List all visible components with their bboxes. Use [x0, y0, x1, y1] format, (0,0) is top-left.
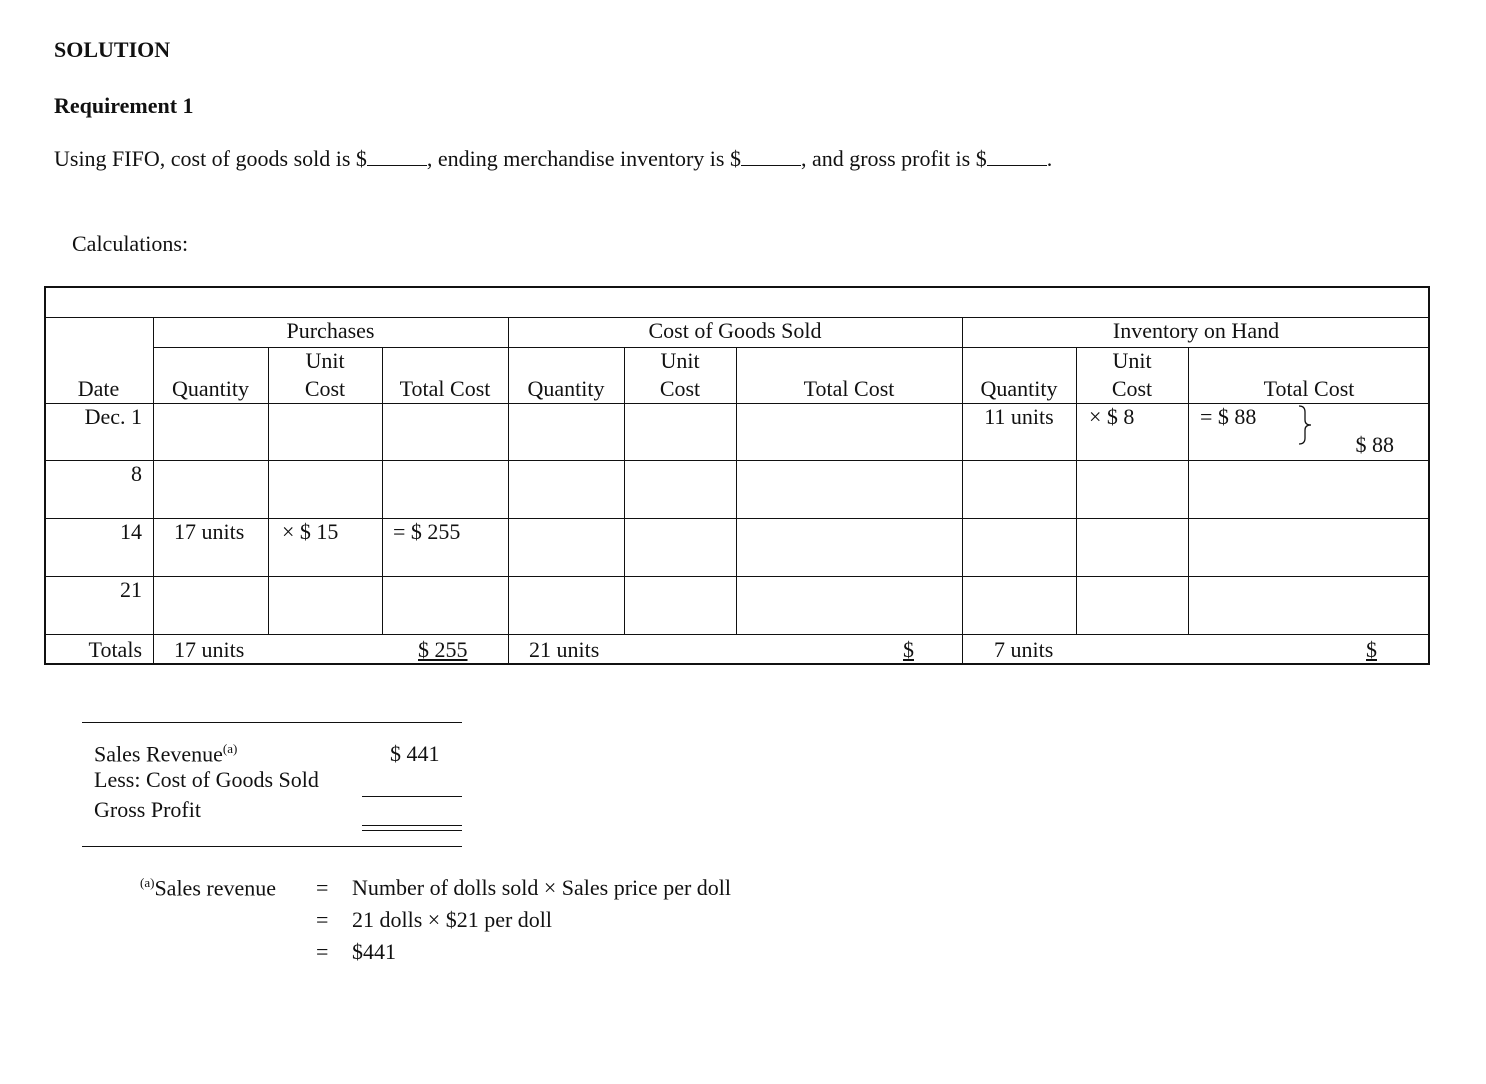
dec1-inv-sum: $ 88	[1355, 432, 1394, 457]
sales-footnote-marker: (a)	[222, 741, 238, 756]
table-rule	[44, 576, 1430, 577]
footnote-eq-3: =	[316, 939, 329, 964]
dec1-inv-qty: 11 units	[984, 404, 1054, 429]
dec1-inv-unit: × $ 8	[1089, 404, 1135, 429]
footnote-line-2: 21 dolls × $21 per doll	[352, 907, 553, 932]
table-rule	[44, 634, 1430, 635]
cogs-header: Cost of Goods Sold	[648, 318, 822, 343]
sales-revenue-label	[94, 741, 237, 767]
calculations-label: Calculations:	[72, 231, 189, 256]
table-rule	[44, 460, 1430, 461]
totals-pur-total: $ 255	[418, 637, 468, 662]
col-pur-quantity: Quantity	[172, 376, 249, 401]
fifo-text-1: Using FIFO, cost of goods sold is $	[54, 146, 367, 171]
totals-cogs-qty: 21 units	[529, 637, 600, 662]
less-cogs-label: Less: Cost of Goods Sold	[94, 767, 319, 792]
col-inv-quantity: Quantity	[980, 376, 1058, 401]
footnote-marker: (a)	[140, 875, 155, 890]
col-cogs-quantity: Quantity	[527, 376, 605, 401]
footnote-label	[140, 875, 276, 901]
footnote-eq-2: =	[316, 907, 329, 932]
cogs-blank-rule[interactable]	[362, 796, 462, 797]
inventory-header: Inventory on Hand	[1112, 318, 1280, 343]
totals-pur-qty: 17 units	[174, 637, 245, 662]
row-date-14: 14	[120, 519, 142, 544]
row-totals-label: Totals	[88, 637, 142, 662]
table-rule	[44, 518, 1430, 519]
totals-cogs-total[interactable]: $	[903, 637, 914, 662]
col-cogs-unit: Unit	[660, 348, 700, 373]
fifo-text-3: , and gross profit is $	[800, 146, 987, 171]
col-inv-cost: Cost	[1111, 376, 1153, 401]
gross-profit-label: Gross Profit	[94, 797, 201, 822]
gross-profit-answer-blank[interactable]	[987, 147, 1047, 166]
income-top-rule	[82, 722, 462, 723]
inventory-answer-blank[interactable]	[741, 147, 801, 166]
fifo-text-4: .	[1046, 146, 1053, 171]
totals-inv-total[interactable]: $	[1366, 637, 1377, 662]
footnote-label-text: Sales revenue	[154, 875, 276, 901]
fifo-sentence	[54, 146, 1052, 172]
row-date-8: 8	[131, 461, 142, 486]
gross-profit-double-rule	[362, 830, 462, 831]
sales-revenue-text: Sales Revenue	[94, 741, 223, 767]
income-bottom-rule	[82, 846, 462, 847]
col-cogs-total: Total Cost	[803, 376, 895, 401]
d14-pur-qty: 17 units	[174, 519, 245, 544]
fifo-text-2: , ending merchandise inventory is $	[426, 146, 741, 171]
right-brace-icon	[1298, 405, 1312, 445]
footnote-line-3: $441	[352, 939, 396, 964]
row-date-dec1: Dec. 1	[84, 404, 142, 429]
sales-revenue-value: $ 441	[390, 741, 440, 766]
table-rule	[508, 317, 509, 665]
requirement-title: Requirement 1	[54, 93, 194, 118]
page-heading: SOLUTION	[54, 37, 171, 62]
col-cogs-cost: Cost	[659, 376, 701, 401]
row-date-21: 21	[120, 577, 142, 602]
dec1-inv-total: = $ 88	[1200, 404, 1257, 429]
col-inv-unit: Unit	[1112, 348, 1152, 373]
totals-inv-qty: 7 units	[994, 637, 1054, 662]
gross-profit-rule[interactable]	[362, 825, 462, 826]
d14-pur-total: = $ 255	[393, 519, 461, 544]
table-rule	[153, 317, 154, 665]
footnote-eq-1: =	[316, 875, 329, 900]
col-pur-cost: Cost	[304, 376, 346, 401]
col-pur-unit: Unit	[305, 348, 345, 373]
d14-pur-unit: × $ 15	[282, 519, 339, 544]
col-pur-total: Total Cost	[399, 376, 491, 401]
table-rule	[962, 317, 963, 665]
footnote-line-1: Number of dolls sold × Sales price per doll	[352, 875, 732, 900]
col-inv-total: Total Cost	[1263, 376, 1355, 401]
cogs-answer-blank[interactable]	[367, 147, 427, 166]
purchases-header: Purchases	[286, 318, 375, 343]
col-date: Date	[77, 376, 120, 401]
